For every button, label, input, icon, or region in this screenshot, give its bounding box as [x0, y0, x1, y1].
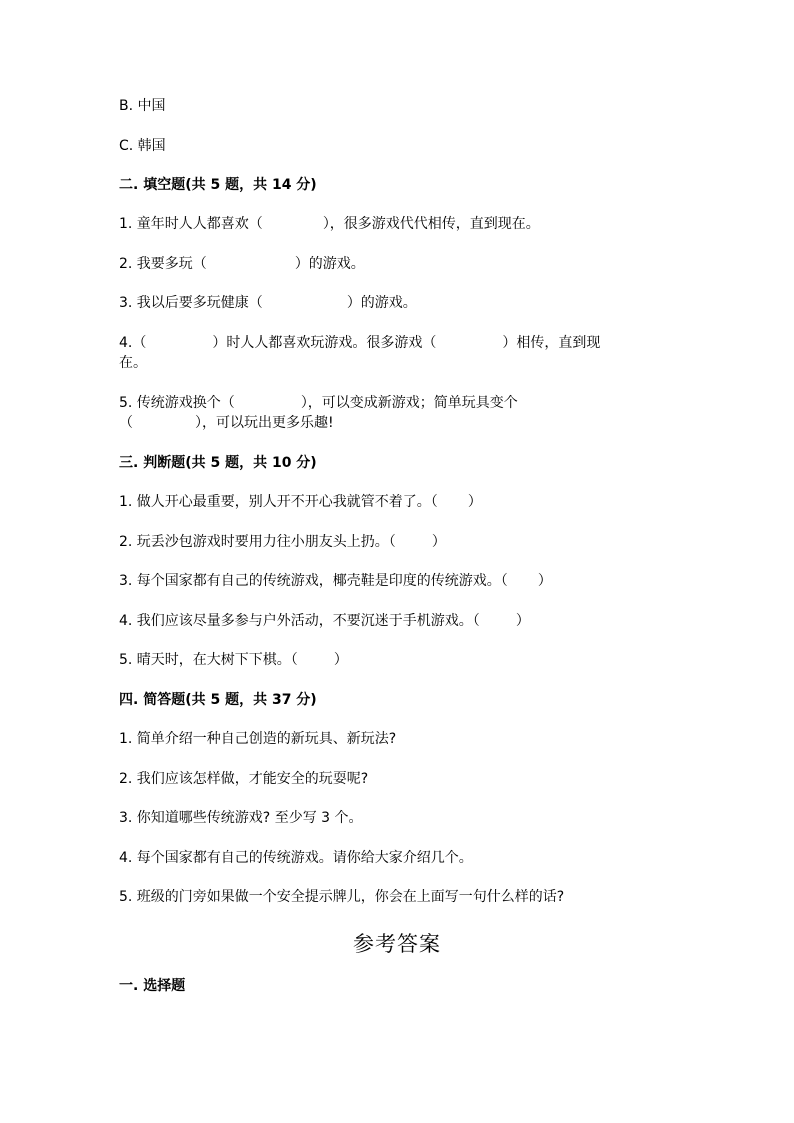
judge-question-4: [119, 611, 530, 631]
judge-q4-text: 4. 我们应该尽量多参与户外活动，不要沉迷于手机游戏。（: [119, 613, 480, 629]
judge-question-3: [119, 571, 552, 591]
section3-heading: 三. 判断题(共 5 题，共 10 分): [119, 455, 317, 471]
fill-question-2: [119, 254, 365, 274]
section4-heading: 四. 简答题(共 5 题，共 37 分): [119, 692, 317, 708]
judge-question-2: [119, 532, 446, 552]
fill-question-5: [119, 393, 518, 413]
answer-key-title: 参考答案: [353, 932, 441, 956]
short-answer-question-3: 3. 你知道哪些传统游戏? 至少写 3 个。: [119, 810, 363, 826]
short-answer-question-5: 5. 班级的门旁如果做一个安全提示牌儿，你会在上面写一句什么样的话?: [119, 889, 565, 905]
fill-q1-pre: 1. 童年时人人都喜欢（: [119, 216, 263, 232]
fill-q2-pre: 2. 我要多玩（: [119, 256, 207, 272]
fill-question-3: [119, 293, 417, 313]
short-answer-question-2: 2. 我们应该怎样做，才能安全的玩耍呢?: [119, 771, 369, 787]
option-c: C. 韩国: [119, 138, 166, 154]
fill-q4-mid: ）时人人都喜欢玩游戏。很多游戏（: [212, 335, 437, 351]
judge-q1-text: 1. 做人开心最重要，别人开不开心我就管不着了。（: [119, 494, 438, 510]
judge-q5-close: ）: [333, 652, 348, 668]
judge-q3-close: ）: [537, 573, 552, 589]
fill-q1-post: ），很多游戏代代相传，直到现在。: [322, 216, 540, 232]
short-answer-question-1: 1. 简单介绍一种自己创造的新玩具、新玩法?: [119, 731, 397, 747]
fill-q2-post: ）的游戏。: [294, 256, 365, 272]
short-answer-question-4: 4. 每个国家都有自己的传统游戏。请你给大家介绍几个。: [119, 850, 473, 866]
fill-question-4: [119, 333, 600, 353]
fill-q5-post: ），可以变成新游戏；简单玩具变个: [300, 395, 518, 411]
fill-q4-continuation: 在。: [119, 355, 147, 371]
fill-question-1: [119, 214, 540, 234]
judge-question-5: [119, 650, 348, 670]
fill-q3-pre: 3. 我以后要多玩健康（: [119, 295, 263, 311]
fill-q5-cont-pre: （: [119, 415, 133, 431]
option-b: B. 中国: [119, 98, 166, 114]
fill-q3-post: ）的游戏。: [346, 295, 417, 311]
judge-q2-text: 2. 玩丢沙包游戏时要用力往小朋友头上扔。（: [119, 534, 396, 550]
fill-q5-cont-post: ），可以玩出更多乐趣!: [195, 415, 334, 431]
fill-q5-continuation: [119, 413, 334, 433]
fill-q4-pre: 4.（: [119, 335, 147, 351]
fill-q4-post: ）相传，直到现: [502, 335, 601, 351]
judge-question-1: [119, 492, 482, 512]
judge-q3-text: 3. 每个国家都有自己的传统游戏，椰壳鞋是印度的传统游戏。（: [119, 573, 508, 589]
judge-q5-text: 5. 晴天时，在大树下下棋。（: [119, 652, 298, 668]
section2-heading: 二. 填空题(共 5 题，共 14 分): [119, 177, 317, 193]
judge-q4-close: ）: [515, 613, 530, 629]
fill-q5-pre: 5. 传统游戏换个（: [119, 395, 235, 411]
answers-section1-heading: 一. 选择题: [119, 978, 186, 994]
judge-q1-close: ）: [467, 494, 482, 510]
judge-q2-close: ）: [431, 534, 446, 550]
